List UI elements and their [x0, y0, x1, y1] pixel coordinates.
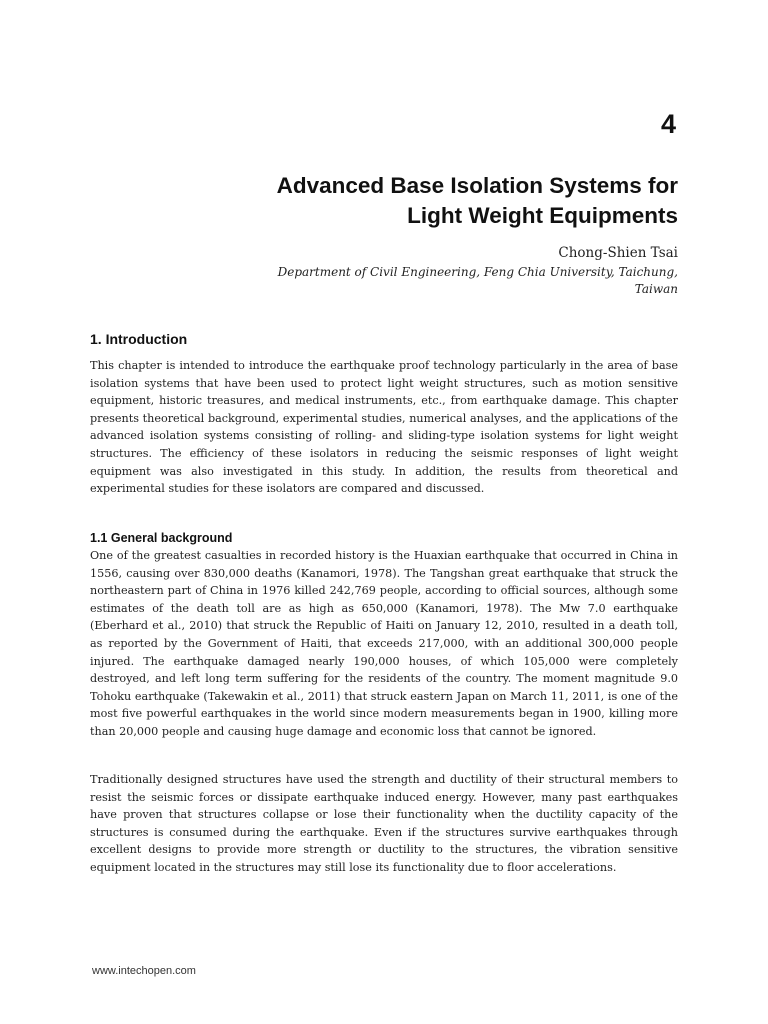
background-paragraph-2: Traditionally designed structures have used the strength and ductility of their structural members to resist the seismic forces or dissipate earthquake induced energy. However, many past earthquakes have proven that structures collapse or lose their functionality when the ductility capacity of the structures is consumed during the earthquake. Even if the structures survive earthquakes through excellent designs to provide more strength or ductility to the structures, the vibration sensitive equipment located in the structures may still lose its functionality due to floor accelerations. [90, 773, 678, 874]
author-name: Chong-Shien Tsai [558, 245, 678, 261]
background-paragraph-1: One of the greatest casualties in recorded history is the Huaxian earthquake that occurred in China in 1556, causing over 830,000 deaths (Kanamori, 1978). The Tangshan great earthquake that struck the northeastern part of China in 1976 killed 242,769 people, according to official sources, although some estimates of the death toll are as high as 650,000 (Kanamori, 1978). The Mw 7.0 earthquake (Eberhard et al., 2010) that struck the Republic of Haiti on January 12, 2010, resulted in a death toll, as reported by the Government of Haiti, that exceeds 217,000, with an additional 300,000 people injured. The earthquake damaged nearly 190,000 houses, of which 105,000 were completely destroyed, and left long term suffering for the residents of the country. The moment magnitude 9.0 Tohoku earthquake (Takewakin et al., 2011) that struck eastern Japan on March 11, 2011, is one of the most five powerful earthquakes in the world since modern measurements began in 1900, killing more than 20,000 people and causing huge damage and economic loss that cannot be ignored. [90, 549, 678, 738]
affiliation-line-1: Department of Civil Engineering, Feng Chia University, Taichung, [277, 265, 678, 279]
introduction-paragraph: This chapter is intended to introduce the earthquake proof technology particularly in the area of base isolation systems that have been used to protect light weight structures, such as motion sensitive equipment, historic treasures, and medical instruments, etc., from earthquake damage. This chapter presents theoretical background, experimental studies, numerical analyses, and the applications of the advanced isolation systems consisting of rolling- and sliding-type isolation systems for light weight structures. The efficiency of these isolators in reducing the seismic responses of light weight equipment was also investigated in this study. In addition, the results from theoretical and experimental studies for these isolators are compared and discussed. [90, 359, 678, 496]
chapter-number: 4 [660, 109, 676, 139]
chapter-title-line-2: Light Weight Equipments [407, 203, 678, 228]
subsection-heading-general-background: 1.1 General background [90, 531, 233, 545]
affiliation-line-2: Taiwan [634, 282, 678, 296]
section-heading-introduction: 1. Introduction [90, 331, 188, 347]
chapter-title-line-1: Advanced Base Isolation Systems for [276, 173, 678, 198]
author-affiliation [218, 264, 678, 298]
footer-url: www.intechopen.com [92, 965, 196, 977]
chapter-title [158, 171, 678, 231]
